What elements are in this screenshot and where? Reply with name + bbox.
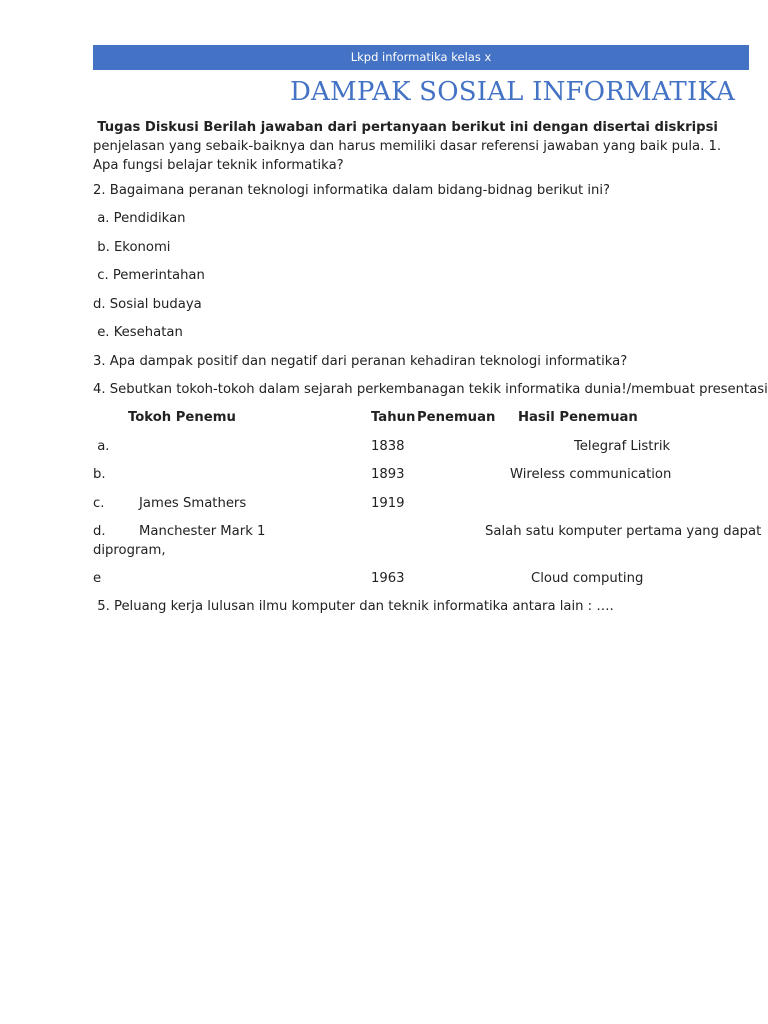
question-4: 4. Sebutkan tokoh-tokoh dalam sejarah perkembanagan tekik informatika dunia!/membuat presentasi bbox=[93, 382, 768, 397]
intro-paragraph bbox=[93, 118, 749, 175]
row-label: a. bbox=[93, 439, 110, 454]
row-hasil-continued: diprogram, bbox=[93, 543, 166, 558]
row-label: e bbox=[93, 571, 102, 586]
table-row bbox=[93, 569, 749, 588]
header-tokoh: Tokoh Penemu bbox=[128, 410, 236, 425]
question-2-item-c: c. Pemerintahan bbox=[93, 268, 205, 283]
row-tokoh: Manchester Mark 1 bbox=[139, 524, 266, 539]
table-row bbox=[93, 437, 749, 456]
page-title: DAMPAK SOSIAL INFORMATIKA bbox=[289, 77, 735, 107]
table-row-continuation bbox=[93, 541, 749, 560]
header-banner: Lkpd informatika kelas x bbox=[93, 45, 749, 70]
table-row bbox=[93, 494, 749, 513]
question-2-item-a: a. Pendidikan bbox=[93, 211, 186, 226]
intro-text: penjelasan yang sebaik-baiknya dan harus memiliki dasar referensi jawaban yang baik pula. 1. Apa fungsi belajar teknik informatika? bbox=[93, 139, 722, 173]
row-tahun: 1893 bbox=[371, 467, 405, 482]
question-2-item-e: e. Kesehatan bbox=[93, 325, 183, 340]
header-hasil: Hasil Penemuan bbox=[518, 410, 638, 425]
table-row bbox=[93, 522, 762, 541]
row-hasil: Telegraf Listrik bbox=[574, 439, 671, 454]
question-2: 2. Bagaimana peranan teknologi informatika dalam bidang-bidnag berikut ini? bbox=[93, 183, 611, 198]
header-penemuan: Penemuan bbox=[417, 410, 496, 425]
row-tahun: 1963 bbox=[371, 571, 405, 586]
question-2-item-b: b. Ekonomi bbox=[93, 240, 171, 255]
row-label: b. bbox=[93, 467, 106, 482]
question-3: 3. Apa dampak positif dan negatif dari peranan kehadiran teknologi informatika? bbox=[93, 354, 628, 369]
row-hasil: Wireless communication bbox=[510, 467, 672, 482]
row-tahun: 1919 bbox=[371, 496, 405, 511]
row-hasil: Salah satu komputer pertama yang dapat bbox=[485, 524, 762, 539]
row-tahun: 1838 bbox=[371, 439, 405, 454]
row-label: d. bbox=[93, 524, 106, 539]
row-tokoh: James Smathers bbox=[139, 496, 247, 511]
row-hasil: Cloud computing bbox=[531, 571, 644, 586]
question-5: 5. Peluang kerja lulusan ilmu komputer dan teknik informatika antara lain : …. bbox=[93, 599, 614, 614]
question-2-item-d: d. Sosial budaya bbox=[93, 297, 202, 312]
table-header-row bbox=[93, 408, 749, 427]
row-label: c. bbox=[93, 496, 105, 511]
table-row bbox=[93, 465, 749, 484]
header-tahun: Tahun bbox=[371, 410, 416, 425]
intro-bold: Tugas Diskusi Berilah jawaban dari pertanyaan berikut ini dengan disertai diskripsi bbox=[97, 120, 718, 135]
worksheet-page bbox=[93, 45, 749, 175]
